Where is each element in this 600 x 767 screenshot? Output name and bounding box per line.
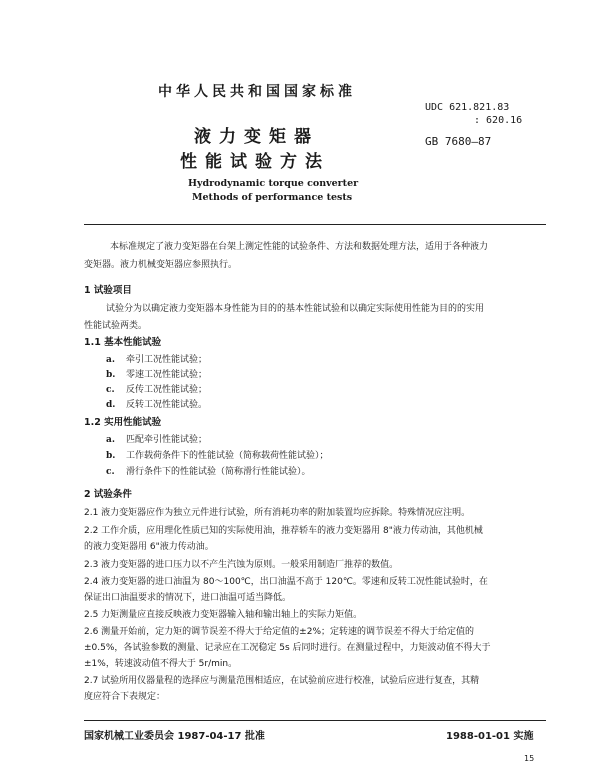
list-text: 滑行条件下的性能试验（简称滑行性能试验）。: [126, 467, 311, 477]
english-title-line1: Hydrodynamic torque converter: [188, 178, 359, 189]
country-standard-title: 中华人民共和国国家标准: [158, 84, 356, 100]
footer-divider: [84, 720, 546, 721]
section-1-text-line1: 试验分为以确定液力变矩器本身性能为目的的基本性能试验和以确定实际使用性能为目的的实用: [106, 304, 485, 314]
section-2-4-line1: 2.4 液力变矩器的进口油温为 80～100℃，出口油温不高于 120℃。零速和反转工况性能试验时，在: [84, 577, 488, 587]
list-letter: b.: [106, 370, 116, 380]
udc-code: UDC 621.821.83: [425, 102, 510, 113]
section-1-heading: 1 试验项目: [84, 285, 132, 296]
section-2-3: 2.3 液力变矩器的进口压力以不产生汽蚀为原则。一般采用制造厂推荐的数值。: [84, 560, 399, 570]
list-letter: c.: [106, 467, 115, 477]
list-letter: b.: [106, 451, 116, 461]
udc-code-continued: : 620.16: [474, 115, 523, 126]
gb-number: GB 7680—87: [425, 135, 492, 148]
list-text: 反传工况性能试验；: [126, 385, 208, 395]
list-text: 零速工况性能试验；: [126, 370, 208, 380]
list-text: 匹配牵引性能试验；: [126, 435, 208, 445]
page-number: 15: [524, 754, 535, 763]
section-2-2-line1: 2.2 工作介质，应用理化性质已知的实际使用油，推荐轿车的液力变矩器用 8"液力传动油，其他机械: [84, 526, 483, 536]
section-2-heading: 2 试验条件: [84, 489, 132, 500]
list-letter: a.: [106, 355, 115, 365]
list-text: 反转工况性能试验。: [126, 400, 208, 410]
approval-line: 国家机械工业委员会 1987-04-17 批准: [84, 731, 265, 742]
english-title-line2: Methods of performance tests: [192, 192, 353, 203]
standard-title-line2: 性能试验方法: [180, 152, 330, 172]
section-1-2-heading: 1.2 实用性能试验: [84, 417, 162, 428]
effective-date: 1988-01-01 实施: [446, 731, 534, 742]
section-1-text-line2: 性能试验两类。: [84, 321, 148, 331]
section-2-6-line2: ±0.5%，各试验参数的测量、记录应在工况稳定 5s 后同时进行。在测量过程中，力矩波动值不得大于: [84, 643, 491, 653]
section-2-6-line1: 2.6 测量开始前，定力矩的调节误差不得大于给定值的±2%；定转速的调节误差不得大于给定值的: [84, 627, 474, 637]
list-letter: c.: [106, 385, 115, 395]
list-letter: a.: [106, 435, 115, 445]
section-2-1: 2.1 液力变矩器应作为独立元件进行试验，所有消耗功率的附加装置均应拆除。特殊情况应注明。: [84, 508, 471, 518]
intro-line2: 变矩器。液力机械变矩器应参照执行。: [84, 260, 238, 270]
list-text: 牵引工况性能试验；: [126, 355, 208, 365]
intro-line1: 本标准规定了液力变矩器在台架上测定性能的试验条件、方法和数据处理方法，适用于各种液力: [110, 242, 489, 252]
section-2-4-line2: 保证出口油温要求的情况下，进口油温可适当降低。: [84, 593, 292, 603]
section-2-2-line2: 的液力变矩器用 6"液力传动油。: [84, 542, 214, 552]
section-2-5: 2.5 力矩测量应直接反映液力变矩器输入轴和输出轴上的实际力矩值。: [84, 610, 363, 620]
section-1-1-heading: 1.1 基本性能试验: [84, 337, 162, 348]
list-letter: d.: [106, 400, 116, 410]
section-2-6-line3: ±1%，转速波动值不得大于 5r/min。: [84, 659, 238, 669]
list-item: [106, 463, 311, 481]
list-text: 工作载荷条件下的性能试验（简称载荷性能试验）；: [126, 451, 329, 461]
header-divider: [84, 224, 546, 225]
section-2-7-line1: 2.7 试验所用仪器量程的选择应与测量范围相适应，在试验前应进行校准，试验后应进行复查，其精: [84, 676, 480, 686]
section-2-7-line2: 度应符合下表规定：: [84, 692, 166, 702]
list-item: [106, 396, 207, 414]
standard-title-line1: 液力变矩器: [194, 127, 319, 147]
